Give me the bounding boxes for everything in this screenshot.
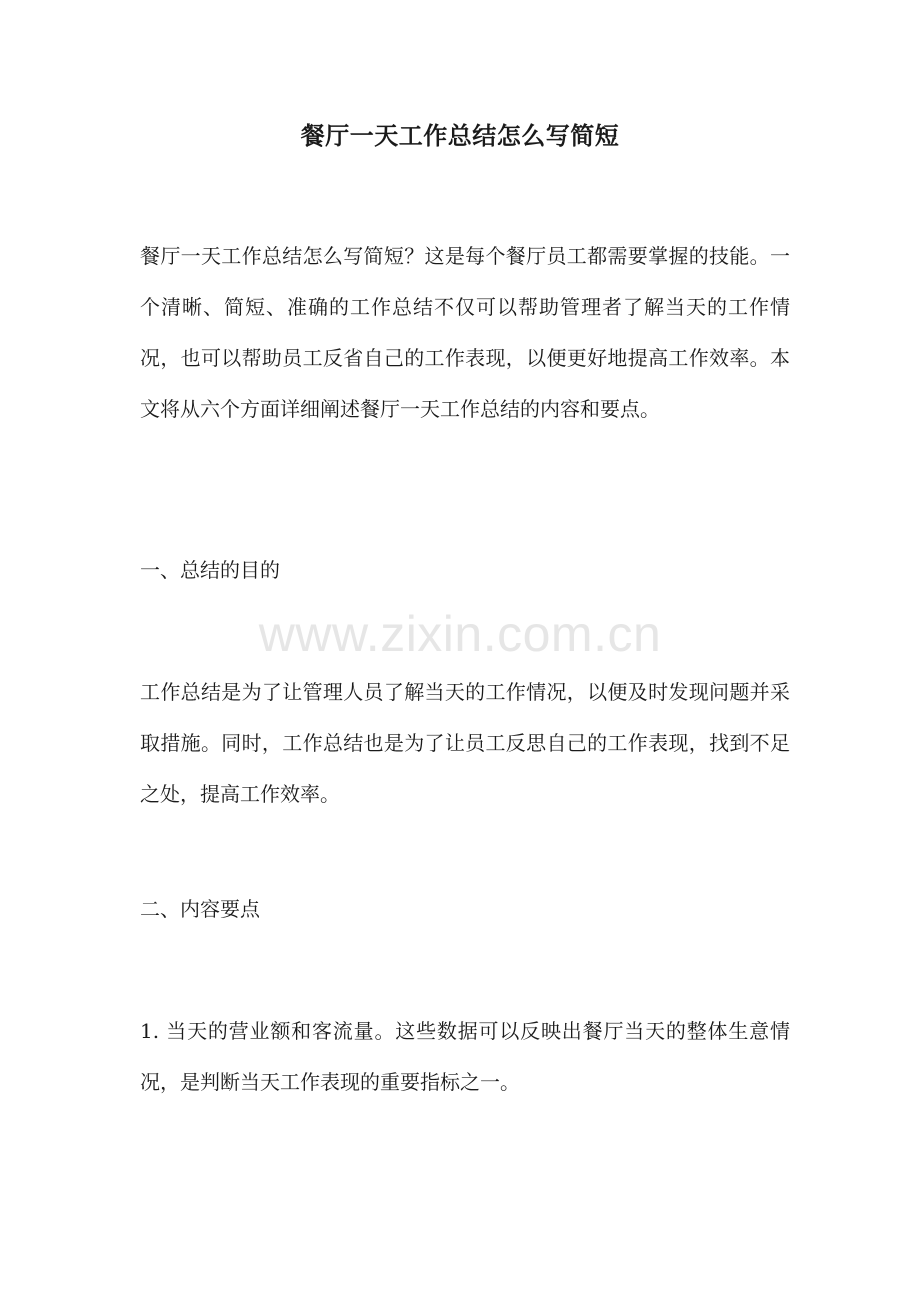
section-body-content-points: 1. 当天的营业额和客流量。这些数据可以反映出餐厅当天的整体生意情况，是判断当天工作表现的重要指标之一。 <box>140 1019 790 1094</box>
watermark-text: www.zixin.com.cn <box>258 606 662 662</box>
section-heading-content-points: 二、内容要点 <box>140 897 260 921</box>
section-body-purpose: 工作总结是为了让管理人员了解当天的工作情况，以便及时发现问题并采取措施。同时，工作总结也是为了让员工反思自己的工作表现，找到不足之处，提高工作效率。 <box>140 680 790 806</box>
document-title: 餐厅一天工作总结怎么写简短 <box>300 121 620 150</box>
section-heading-purpose: 一、总结的目的 <box>140 558 280 582</box>
intro-paragraph: 餐厅一天工作总结怎么写简短？这是每个餐厅员工都需要掌握的技能。一个清晰、简短、准确的工作总结不仅可以帮助管理者了解当天的工作情况，也可以帮助员工反省自己的工作表现，以便更好地提高工作效率。本文将从六个方面详细阐述餐厅一天工作总结的内容和要点。 <box>140 244 790 421</box>
